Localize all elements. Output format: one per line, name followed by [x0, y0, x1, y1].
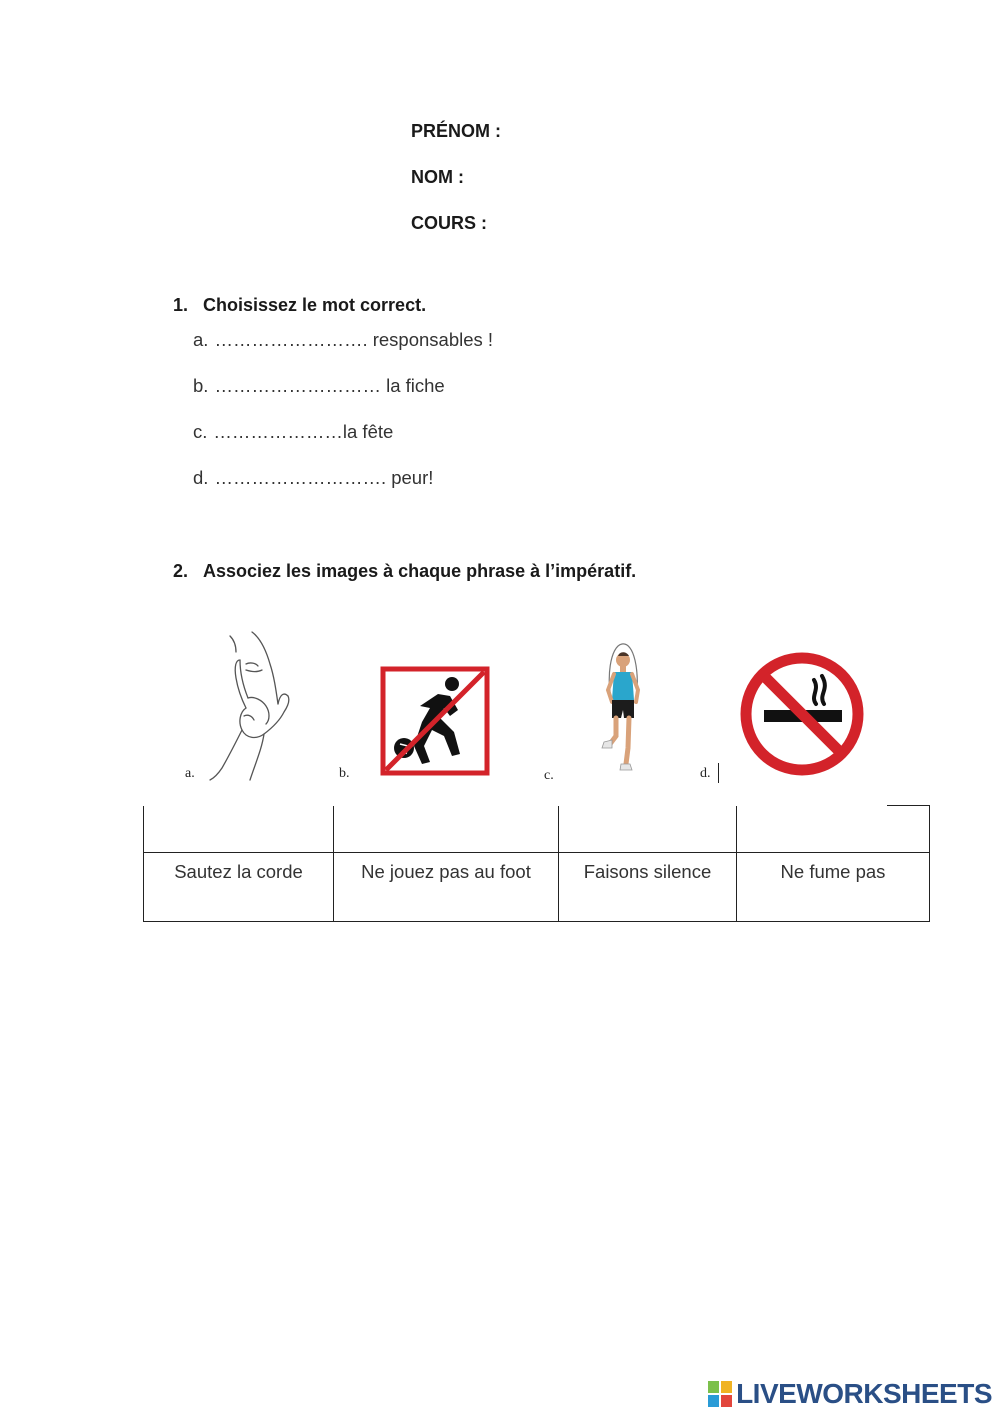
question-1-item-a — [193, 329, 493, 351]
item-text: ………………………. peur! — [214, 467, 434, 488]
item-letter: a. — [193, 329, 209, 350]
item-letter: c. — [193, 421, 208, 442]
question-1-item-d — [193, 467, 433, 489]
image-letter-c: c. — [544, 768, 554, 783]
item-text: …………………la fête — [213, 421, 394, 442]
phrase-cell: Faisons silence — [559, 853, 737, 922]
answer-cell[interactable] — [144, 806, 334, 853]
cours-label: COURS : — [411, 213, 487, 233]
liveworksheets-icon — [708, 1381, 732, 1407]
phrase-cell: Sautez la corde — [144, 853, 334, 922]
item-text: ……………………. responsables ! — [214, 329, 494, 350]
prenom-label: PRÉNOM : — [411, 121, 501, 141]
item-letter: d. — [193, 467, 209, 488]
phrase-cell: Ne fume pas — [737, 853, 930, 922]
no-football-sign-icon — [380, 666, 490, 776]
image-letter-d: d. — [700, 766, 711, 781]
matching-table — [143, 806, 930, 922]
liveworksheets-brand: LIVEWORKSHEETS — [736, 1378, 992, 1409]
phrase-cell: Ne jouez pas au foot — [334, 853, 559, 922]
jump-rope-icon — [596, 640, 652, 776]
answer-cell[interactable] — [559, 806, 737, 853]
question-1-item-b — [193, 375, 445, 397]
question-2-text: Associez les images à chaque phrase à l’impératif. — [203, 561, 637, 581]
question-2-title — [173, 561, 636, 582]
question-1-title — [173, 295, 426, 316]
silence-hand-icon — [200, 630, 310, 782]
phrase-row — [144, 853, 930, 922]
nom-label: NOM : — [411, 167, 464, 187]
answer-cell[interactable] — [334, 806, 559, 853]
item-letter: b. — [193, 375, 209, 396]
no-smoking-sign-icon — [738, 650, 866, 778]
divider-mark — [718, 763, 719, 783]
image-letter-b: b. — [339, 766, 350, 781]
image-letter-a: a. — [185, 766, 195, 781]
liveworksheets-logo — [708, 1378, 992, 1410]
answer-row — [144, 806, 930, 853]
question-1-item-c — [193, 421, 393, 443]
answer-cell[interactable] — [737, 806, 930, 853]
question-1-number: 1. — [173, 295, 189, 315]
question-2-number: 2. — [173, 561, 189, 581]
item-text: ……………………… la fiche — [214, 375, 445, 396]
question-1-text: Choisissez le mot correct. — [203, 295, 427, 315]
